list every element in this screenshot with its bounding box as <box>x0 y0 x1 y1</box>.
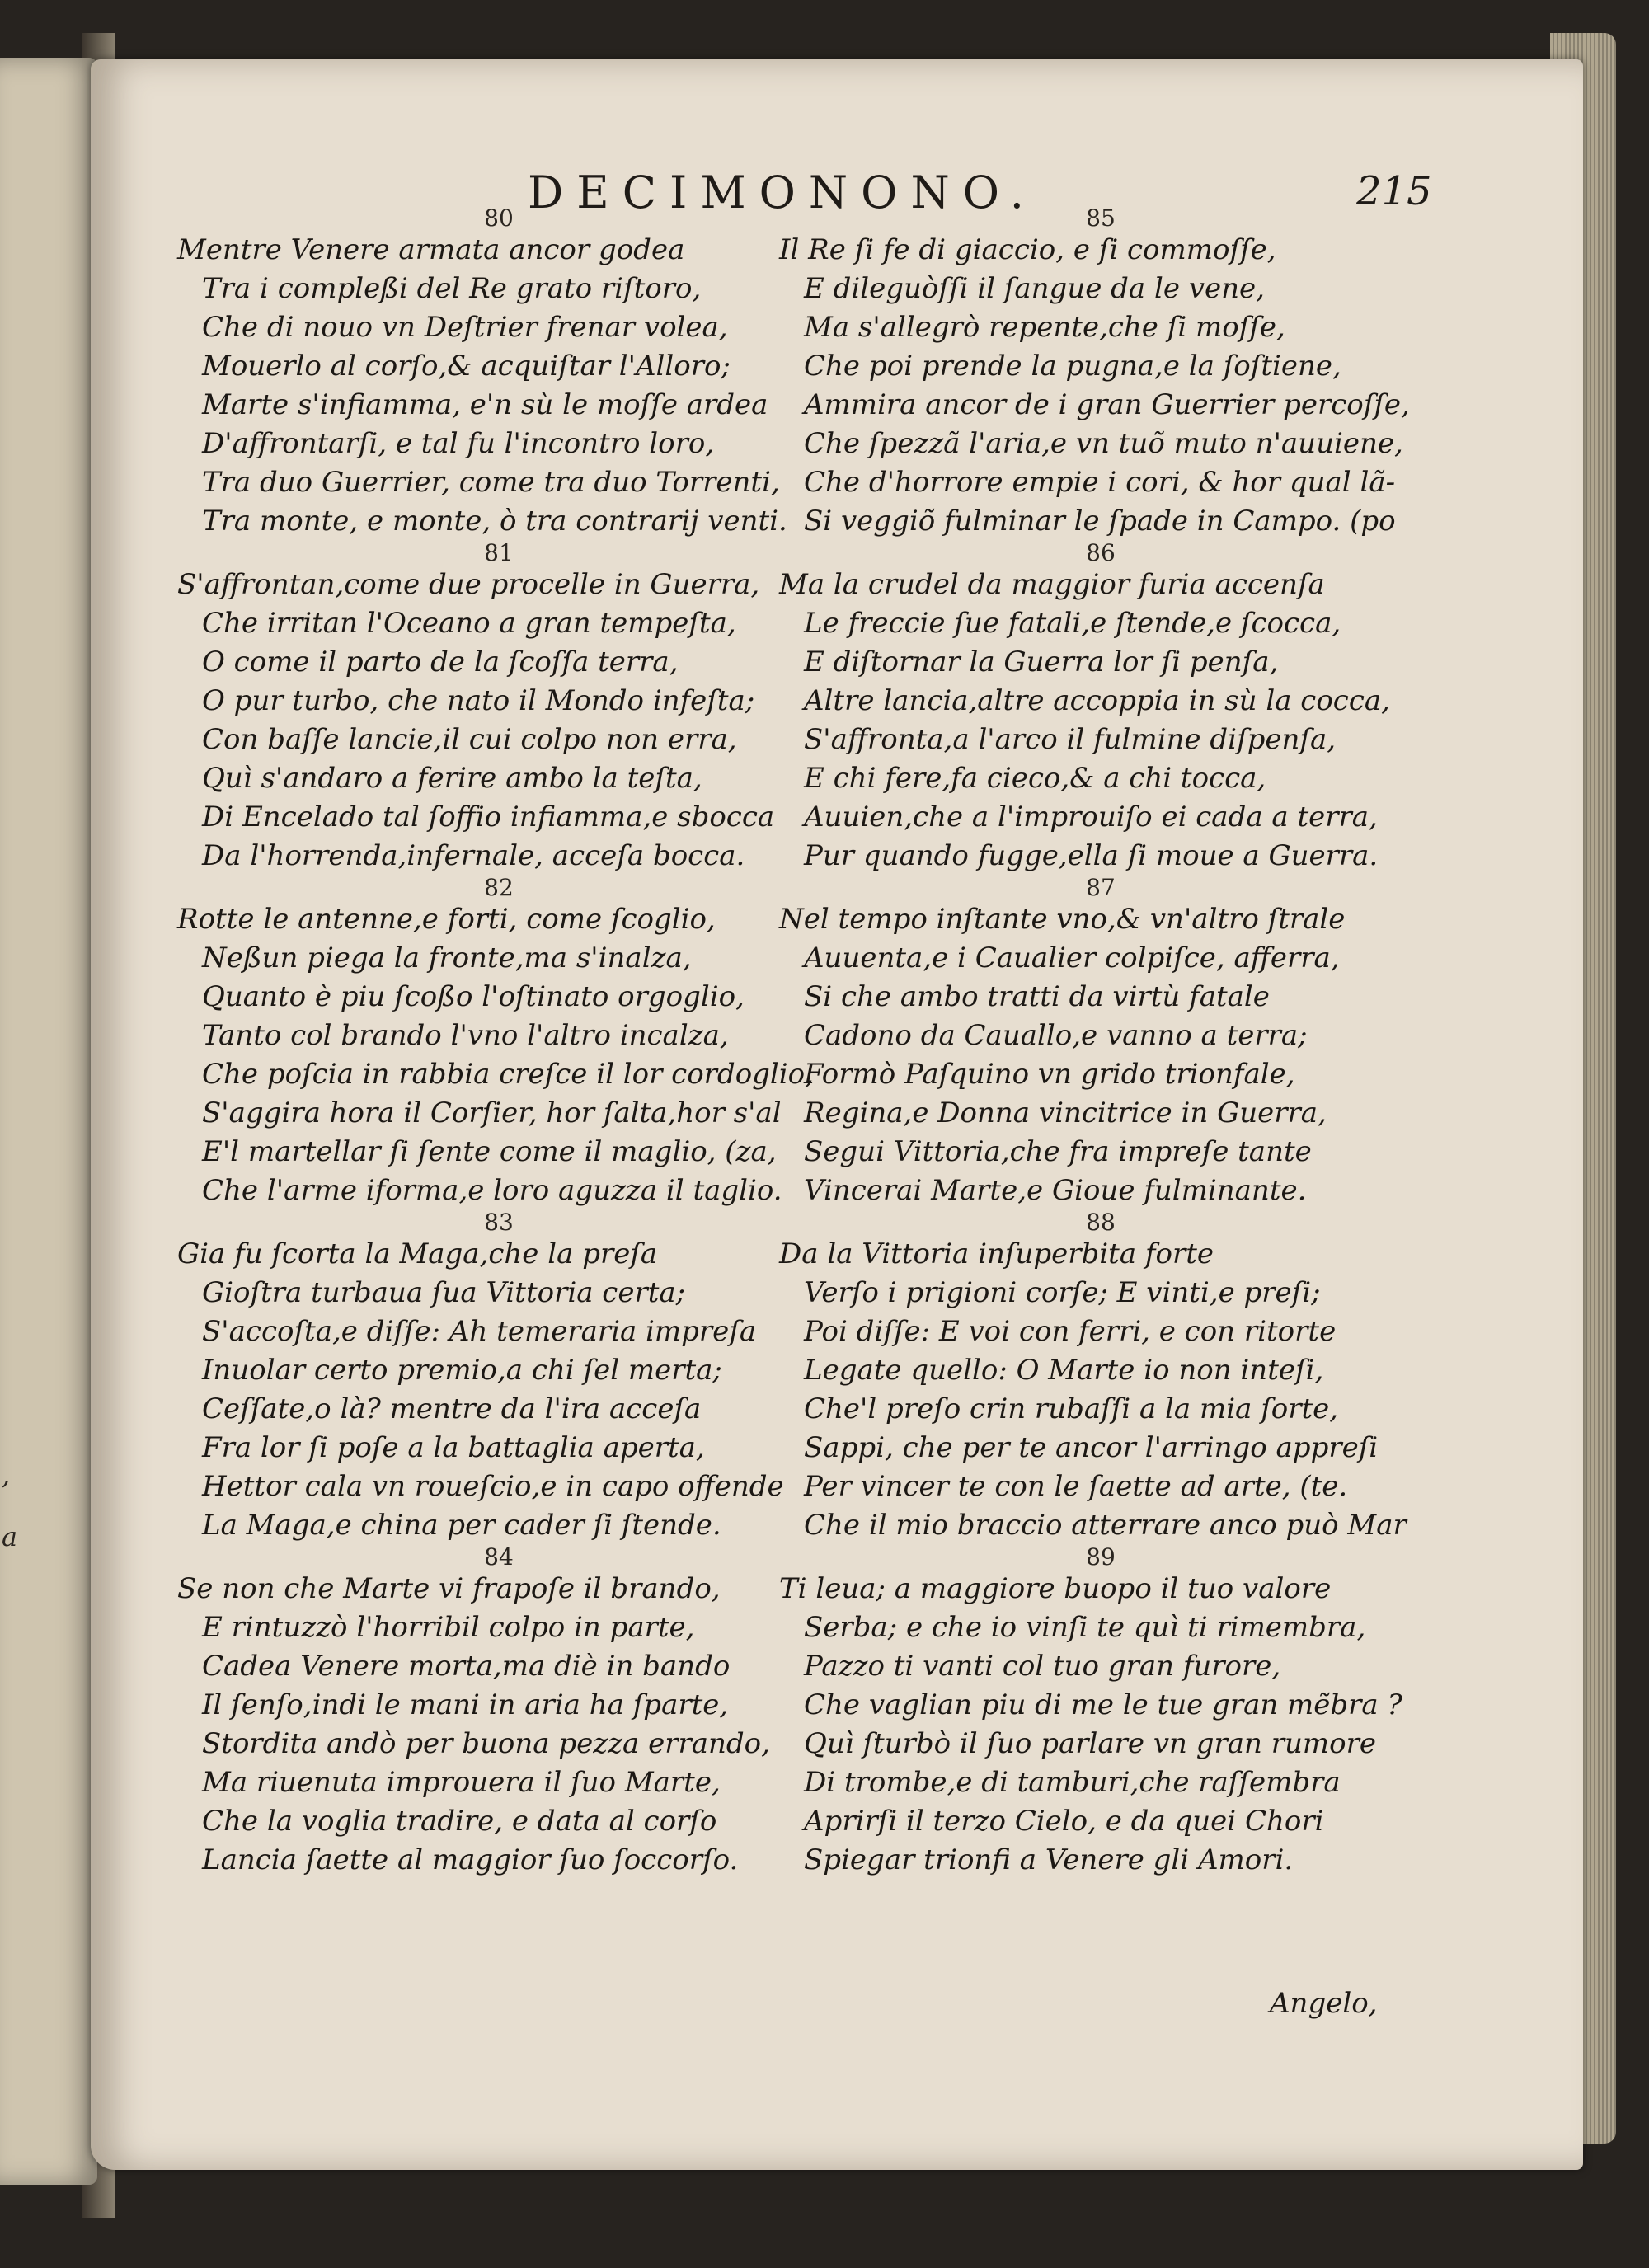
verse-line: E rintuzzò l'horribil colpo in parte, <box>202 1611 695 1644</box>
verse-line: Aprirſi il terzo Cielo, e da quei Chori <box>804 1805 1324 1838</box>
verse-line: Il ſenſo,indi le mani in aria ha ſparte, <box>202 1688 729 1721</box>
verse-line: Si che ambo tratti da virtù fatale <box>804 980 1270 1013</box>
verse-line: Da la Vittoria inſuperbita forte <box>779 1237 1214 1270</box>
verse-line: Quanto è piu ſcoßo l'oſtinato orgoglio, <box>202 980 745 1013</box>
stanza-number: 83 <box>484 1209 514 1236</box>
stanza <box>779 541 1422 876</box>
verse-line: O pur turbo, che nato il Mondo infeſta; <box>202 684 755 717</box>
verse-line: Che di nouo vn Deſtrier frenar volea, <box>202 311 728 344</box>
verse-line: Marte s'infiamma, e'n sù le moſſe ardea <box>202 388 768 421</box>
stanza <box>177 1210 820 1545</box>
verse-line: Si veggiõ fulminar le ſpade in Campo. (po <box>804 505 1396 538</box>
verse-line: Per vincer te con le ſaette ad arte, (te. <box>804 1470 1348 1503</box>
verse-line: Tra duo Guerrier, come tra duo Torrenti, <box>202 466 780 499</box>
verse-line: Legate quello: O Marte io non inteſi, <box>804 1354 1324 1387</box>
verse-line: Sappi, che per te ancor l'arringo appreſi <box>804 1431 1379 1464</box>
left-page-fragment: a <box>2 1521 18 1552</box>
running-head: DECIMONONO. <box>528 167 1037 218</box>
verse-line: Formò Paſquino vn grido trionfale, <box>804 1058 1295 1091</box>
verse-line: E diſtornar la Guerra lor ſi penſa, <box>804 646 1279 679</box>
verse-line: Mouerlo al corſo,& acquiſtar l'Alloro; <box>202 350 731 383</box>
verse-line: Segui Vittoria,che fra impreſe tante <box>804 1135 1312 1168</box>
verse-line: Il Re ſi fe di giaccio, e ſi commoſſe, <box>779 233 1276 266</box>
verse-line: Cadea Venere morta,ma diè in bando <box>202 1650 731 1683</box>
stanza <box>779 1545 1422 1880</box>
verse-column-left <box>177 206 820 1880</box>
verse-line: Ma la crudel da maggior furia accenſa <box>779 568 1325 601</box>
verse-line: Che vaglian piu di me le tue gran mẽbra ? <box>804 1688 1402 1721</box>
page-number: 215 <box>1356 168 1432 214</box>
verse-line: Nel tempo inſtante vno,& vn'altro ſtrale <box>779 903 1346 936</box>
verse-line: Inuolar certo premio,a chi ſel merta; <box>202 1354 722 1387</box>
verse-line: Gioſtra turbaua ſua Vittoria certa; <box>202 1276 686 1309</box>
stanza-number: 84 <box>484 1543 514 1571</box>
verse-line: Cadono da Cauallo,e vanno a terra; <box>804 1019 1308 1052</box>
stanza <box>177 876 820 1210</box>
verse-line: Ammira ancor de i gran Guerrier percoſſe, <box>804 388 1410 421</box>
verse-line: Pur quando fugge,ella ſi moue a Guerra. <box>804 839 1379 872</box>
verse-line: Hettor cala vn roueſcio,e in capo offende <box>202 1470 784 1503</box>
stanza <box>177 206 820 541</box>
verse-line: Quì ſturbò il ſuo parlare vn gran rumore <box>804 1727 1376 1760</box>
stanza-number: 86 <box>1086 539 1116 566</box>
verse-line: Ma s'allegrò repente,che ſi moſſe, <box>804 311 1285 344</box>
stanza-number: 82 <box>484 874 514 901</box>
stanza-number: 89 <box>1086 1543 1116 1571</box>
stanza <box>177 541 820 876</box>
verse-line: Che poſcia in rabbia creſce il lor cordoglio, <box>202 1058 814 1091</box>
verse-line: E chi fere,fa cieco,& a chi tocca, <box>804 762 1266 795</box>
verse-line: S'aggira hora il Corſier, hor ſalta,hor s'al <box>202 1096 782 1129</box>
verse-line: Le freccie ſue fatali,e ſtende,e ſcocca, <box>804 607 1341 640</box>
verse-line: O come il parto de la ſcoſſa terra, <box>202 646 679 679</box>
verse-line: S'affrontan,come due procelle in Guerra, <box>177 568 760 601</box>
verse-line: Da l'horrenda,infernale, acceſa bocca. <box>202 839 745 872</box>
verse-line: Pazzo ti vanti col tuo gran furore, <box>804 1650 1281 1683</box>
book-page <box>91 59 1583 2170</box>
stanza <box>779 876 1422 1210</box>
left-page-fragment: , <box>2 1459 11 1491</box>
verse-line: Mentre Venere armata ancor godea <box>177 233 685 266</box>
verse-line: Che'l preſo crin rubaſſi a la mia ſorte, <box>804 1392 1339 1425</box>
verse-line: Lancia ſaette al maggior ſuo ſoccorſo. <box>202 1843 739 1876</box>
verse-line: Auuien,che a l'improuiſo ei cada a terra, <box>804 801 1378 833</box>
stanza-number: 80 <box>484 204 514 232</box>
verse-line: Gia fu ſcorta la Maga,che la preſa <box>177 1237 658 1270</box>
stanza <box>177 1545 820 1880</box>
verse-line: Di Encelado tal ſoffio infiamma,e sbocca <box>202 801 775 833</box>
verse-line: Se non che Marte vi frapoſe il brando, <box>177 1572 721 1605</box>
verse-line: Tanto col brando l'vno l'altro incalza, <box>202 1019 729 1052</box>
verse-line: Che d'horrore empie i cori, & hor qual lã- <box>804 466 1396 499</box>
verse-line: Altre lancia,altre accoppia in sù la cocca, <box>804 684 1390 717</box>
verse-line: Che poi prende la pugna,e la ſoſtiene, <box>804 350 1341 383</box>
verse-line: Quì s'andaro a ferire ambo la teſta, <box>202 762 702 795</box>
verse-line: Tra monte, e monte, ò tra contrarij venti. <box>202 505 787 538</box>
verse-line: Di trombe,e di tamburi,che raſſembra <box>804 1766 1341 1799</box>
verse-line: Poi diſſe: E voi con ferri, e con ritorte <box>804 1315 1337 1348</box>
stanza <box>779 206 1422 541</box>
verse-line: Serba; e che io vinſi te quì ti rimembra, <box>804 1611 1366 1644</box>
verse-line: Neßun piega la fronte,ma s'inalza, <box>202 941 692 974</box>
verse-line: Rotte le antenne,e forti, come ſcoglio, <box>177 903 716 936</box>
verse-line: La Maga,e china per cader ſi ſtende. <box>202 1509 721 1542</box>
stanza-number: 88 <box>1086 1209 1116 1236</box>
verse-line: Fra lor ſi poſe a la battaglia aperta, <box>202 1431 705 1464</box>
verse-line: Che ſpezzã l'aria,e vn tuõ muto n'auuiene, <box>804 427 1403 460</box>
verse-line: Tra i compleßi del Re grato riſtoro, <box>202 272 702 305</box>
verse-line: E'l martellar ſi ſente come il maglio, (za, <box>202 1135 777 1168</box>
verse-line: Ti leua; a maggiore buopo il tuo valore <box>779 1572 1332 1605</box>
verse-line: Che il mio braccio atterrare anco può Mar <box>804 1509 1407 1542</box>
verse-line: Verſo i prigioni corſe; E vinti,e preſi; <box>804 1276 1321 1309</box>
verse-line: Che la voglia tradire, e data al corſo <box>202 1805 717 1838</box>
verse-line: Spiegar trionfi a Venere gli Amori. <box>804 1843 1294 1876</box>
catchword: Angelo, <box>1270 1987 1378 2020</box>
verse-line: D'affrontarſi, e tal fu l'incontro loro, <box>202 427 715 460</box>
verse-line: Auuenta,e i Caualier colpiſce, afferra, <box>804 941 1340 974</box>
verse-line: S'accoſta,e diſſe: Ah temeraria impreſa <box>202 1315 757 1348</box>
verse-line: Stordita andò per buona pezza errando, <box>202 1727 770 1760</box>
stanza <box>779 1210 1422 1545</box>
verse-line: Ma riuenuta improuera il ſuo Marte, <box>202 1766 721 1799</box>
verse-line: Vincerai Marte,e Gioue fulminante. <box>804 1174 1307 1207</box>
stanza-number: 81 <box>484 539 514 566</box>
verse-column-right <box>779 206 1422 1880</box>
stanza-number: 87 <box>1086 874 1116 901</box>
verse-line: Che l'arme iforma,e loro aguzza il taglio. <box>202 1174 782 1207</box>
verse-line: Con baſſe lancie,il cui colpo non erra, <box>202 723 737 756</box>
verse-line: Ceſſate,o là? mentre da l'ira acceſa <box>202 1392 702 1425</box>
verse-line: Che irritan l'Oceano a gran tempeſta, <box>202 607 736 640</box>
verse-line: S'affronta,a l'arco il fulmine diſpenſa, <box>804 723 1337 756</box>
stanza-number: 85 <box>1086 204 1116 232</box>
verse-line: Regina,e Donna vincitrice in Guerra, <box>804 1096 1327 1129</box>
verse-line: E dileguòſſi il ſangue da le vene, <box>804 272 1265 305</box>
left-page-edge <box>0 58 97 2185</box>
